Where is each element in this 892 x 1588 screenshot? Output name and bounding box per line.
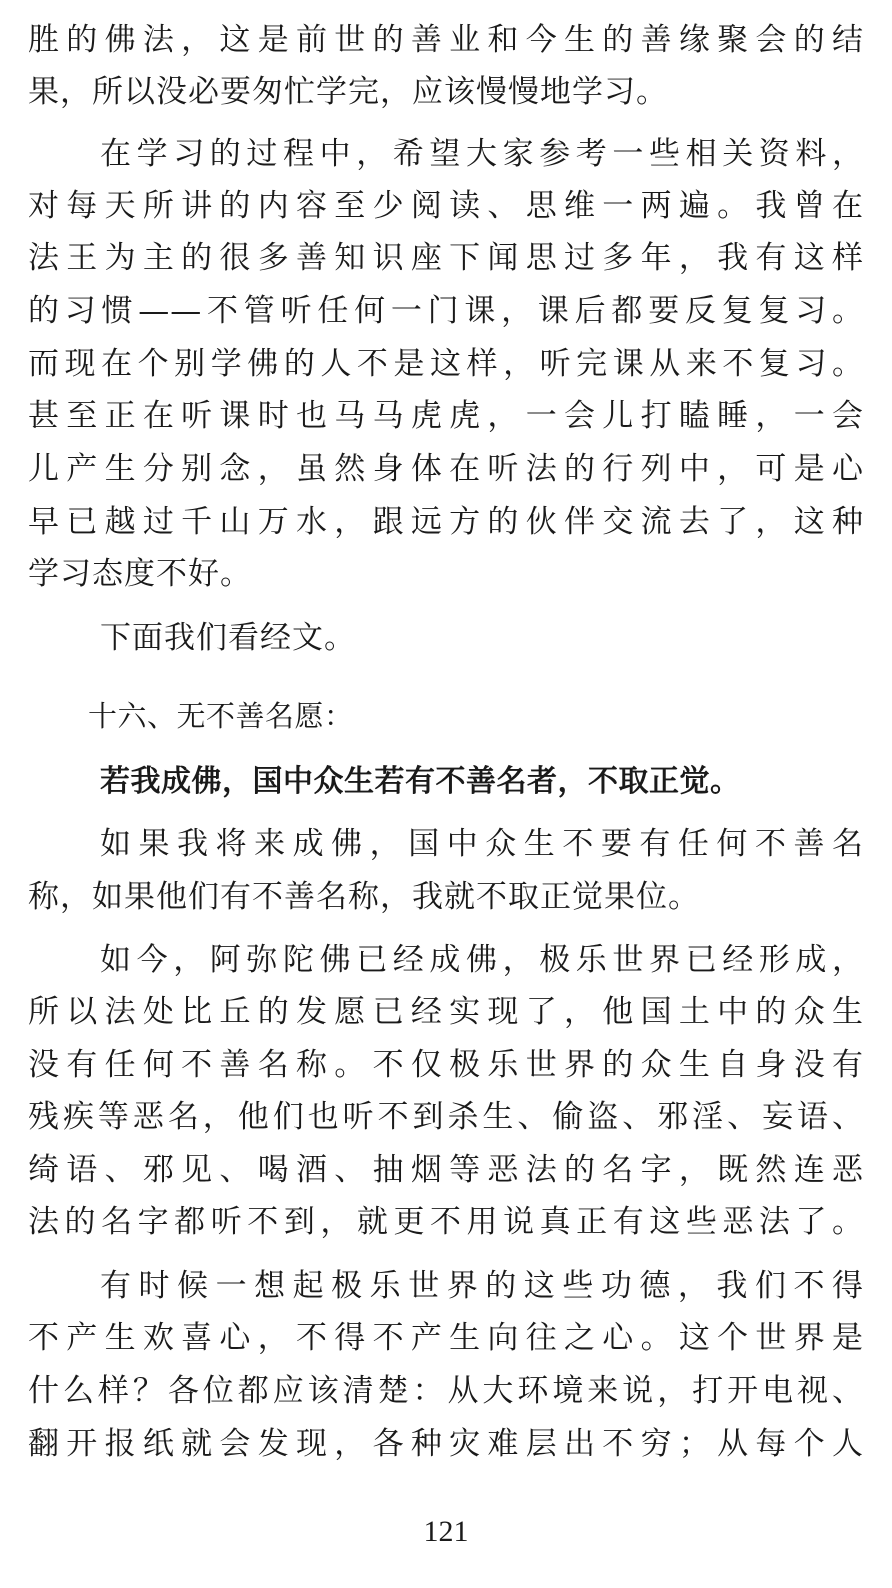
text-line: 果，所以没必要匆忙学完，应该慢慢地学习。: [28, 74, 668, 110]
text-line: 称，如果他们有不善名称，我就不取正觉果位。: [28, 879, 700, 915]
page-number: 121: [423, 1515, 469, 1548]
paragraph-first-line: 有时候一想起极乐世界的这些功德，我们不得: [100, 1268, 864, 1304]
text-line: 而现在个别学佛的人不是这样，听完课从来不复习。: [28, 346, 864, 382]
paragraph-first-line: 在学习的过程中，希望大家参考一些相关资料，: [100, 136, 864, 172]
text-line: 对每天所讲的内容至少阅读、思维一两遍。我曾在: [28, 188, 864, 224]
text-line: 所以法处比丘的发愿已经实现了，他国土中的众生: [28, 994, 864, 1030]
text-line: 学习态度不好。: [28, 556, 252, 592]
sutra-verse: 若我成佛，国中众生若有不善名者，不取正觉。: [100, 764, 741, 799]
text-line: 什么样？各位都应该清楚：从大环境来说，打开电视、: [28, 1373, 864, 1409]
text-line: 不产生欢喜心，不得不产生向往之心。这个世界是: [28, 1320, 864, 1356]
text-line: 法王为主的很多善知识座下闻思过多年，我有这样: [28, 240, 864, 276]
text-line: 法的名字都听不到，就更不用说真正有这些恶法了。: [28, 1204, 864, 1240]
text-line: 翻开报纸就会发现，各种灾难层出不穷；从每个人: [28, 1426, 864, 1462]
section-heading: 十六、无不善名愿：: [88, 699, 354, 733]
paragraph-first-line: 如果我将来成佛，国中众生不要有任何不善名: [100, 826, 864, 862]
text-line: 残疾等恶名，他们也听不到杀生、偷盗、邪淫、妄语、: [28, 1099, 864, 1135]
text-line: 儿产生分别念，虽然身体在听法的行列中，可是心: [28, 451, 864, 487]
text-line: 胜的佛法，这是前世的善业和今生的善缘聚会的结: [28, 22, 864, 58]
paragraph-first-line: 下面我们看经文。: [100, 620, 356, 656]
text-line: 早已越过千山万水，跟远方的伙伴交流去了，这种: [28, 504, 864, 540]
paragraph-first-line: 如今，阿弥陀佛已经成佛，极乐世界已经形成，: [100, 942, 864, 978]
text-line: 没有任何不善名称。不仅极乐世界的众生自身没有: [28, 1047, 864, 1083]
text-line: 绮语、邪见、喝酒、抽烟等恶法的名字，既然连恶: [28, 1152, 864, 1188]
text-line: 甚至正在听课时也马马虎虎，一会儿打瞌睡，一会: [28, 398, 864, 434]
text-line: 的习惯——不管听任何一门课，课后都要反复复习。: [28, 293, 864, 329]
